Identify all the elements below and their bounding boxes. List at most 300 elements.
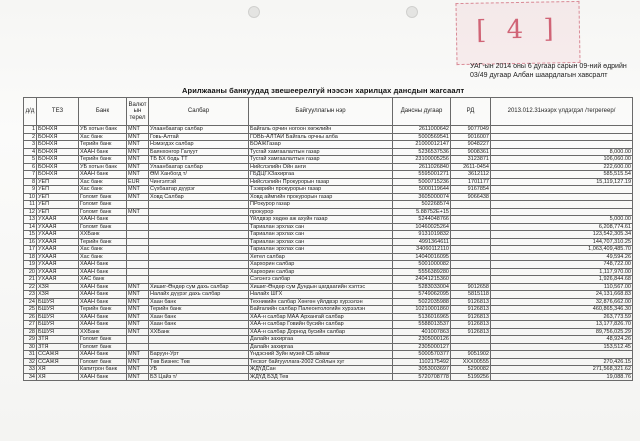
row-amount bbox=[491, 208, 633, 216]
row-rd bbox=[451, 246, 491, 254]
row-organization: ГБДЦГХЗахиргаа bbox=[249, 171, 393, 179]
row-rd: 9008361 bbox=[451, 148, 491, 156]
row-organization: Байгаль орчин ногоон хөгжлийн bbox=[249, 126, 393, 134]
row-branch bbox=[149, 231, 249, 239]
row-currency bbox=[127, 343, 149, 351]
row-amount bbox=[491, 141, 633, 149]
header-organization: Байгууллагын нэр bbox=[249, 98, 393, 126]
row-branch: Сүхбаатар дүүрэг bbox=[149, 186, 249, 194]
row-organization: Үйлдвэр хөдөө аж ахуйн газар bbox=[249, 216, 393, 224]
row-currency bbox=[127, 216, 149, 224]
row-tez: УЕП bbox=[37, 193, 79, 201]
row-tez: УХААЯ bbox=[37, 231, 79, 239]
row-tez: БШУЯ bbox=[37, 298, 79, 306]
row-account: 3605000074 bbox=[393, 193, 451, 201]
row-branch bbox=[149, 201, 249, 209]
row-organization: Хархорин салбар bbox=[249, 261, 393, 269]
row-bank: УБ хотын банк bbox=[79, 126, 127, 134]
row-tez: УХААЯ bbox=[37, 261, 79, 269]
row-number: 17 bbox=[24, 246, 37, 254]
row-rd: 5815118 bbox=[451, 291, 491, 299]
row-bank: Капитрон банк bbox=[79, 366, 127, 374]
row-number: 19 bbox=[24, 261, 37, 269]
row-organization: Тусгай хамгаалалтын газар bbox=[249, 148, 393, 156]
row-number: 26 bbox=[24, 313, 37, 321]
table-row bbox=[24, 246, 633, 254]
row-organization: Далайн захиргаа bbox=[249, 336, 393, 344]
row-currency: MNT bbox=[127, 283, 149, 291]
row-organization: Техникийн салбар Хөнгөн үйлдвэр хурээлэн bbox=[249, 298, 393, 306]
row-organization: Тариалан эрхлах сан bbox=[249, 223, 393, 231]
row-organization: Тариалан эрхлах сан bbox=[249, 231, 393, 239]
row-organization: Далайн захиргаа bbox=[249, 343, 393, 351]
table-header-row bbox=[24, 98, 633, 126]
row-organization: ХАА-н салбар Говийн бусийн салбар bbox=[249, 321, 393, 329]
row-amount: 106,060.00 bbox=[491, 156, 633, 164]
row-bank: Терийн банк bbox=[79, 306, 127, 314]
row-currency: MNT bbox=[127, 126, 149, 134]
row-bank: Голомт банк bbox=[79, 223, 127, 231]
row-currency: EUR bbox=[127, 178, 149, 186]
header-rd: РД bbox=[451, 98, 491, 126]
row-currency: MNT bbox=[127, 313, 149, 321]
row-amount: 585,515.54 bbox=[491, 171, 633, 179]
header-no: д/д bbox=[24, 98, 37, 126]
table-row bbox=[24, 253, 633, 261]
row-number: 4 bbox=[24, 148, 37, 156]
row-number: 30 bbox=[24, 343, 37, 351]
header-amount: 2013.012.31нээрх үлдэгдэл /тегрегеер/ bbox=[491, 98, 633, 126]
row-organization: Нийслэлийн Прокурорын газар bbox=[249, 178, 393, 186]
row-organization: ГОВЬ-АЛТАЙ Байгаль орчны алба bbox=[249, 133, 393, 141]
row-rd: 9077049 bbox=[451, 126, 491, 134]
row-currency: MNT bbox=[127, 208, 149, 216]
table-row bbox=[24, 351, 633, 359]
row-account: 5556389280 bbox=[393, 268, 451, 276]
red-stamp bbox=[455, 1, 580, 65]
row-organization: Тээврийн прокурорын газар bbox=[249, 186, 393, 194]
table-row bbox=[24, 328, 633, 336]
row-account: 5000119644 bbox=[393, 186, 451, 194]
table-row bbox=[24, 186, 633, 194]
row-number: 2 bbox=[24, 133, 37, 141]
row-tez: УХААЯ bbox=[37, 216, 79, 224]
row-amount: 1,117,970.00 bbox=[491, 268, 633, 276]
row-organization: БОАЖГазар bbox=[249, 141, 393, 149]
row-tez: БОНХЯ bbox=[37, 163, 79, 171]
row-rd bbox=[451, 223, 491, 231]
row-currency: MNT bbox=[127, 141, 149, 149]
row-number: 11 bbox=[24, 201, 37, 209]
row-branch bbox=[149, 336, 249, 344]
row-bank: ХААН банк bbox=[79, 268, 127, 276]
row-organization: ХАА-н салбар Дорнод бусийн салбар bbox=[249, 328, 393, 336]
row-rd: 9126813 bbox=[451, 321, 491, 329]
header-account: Дансны дугаар bbox=[393, 98, 451, 126]
row-amount: 49,594.26 bbox=[491, 253, 633, 261]
row-branch bbox=[149, 253, 249, 261]
row-amount bbox=[491, 186, 633, 194]
table-row bbox=[24, 366, 633, 374]
row-tez: БОНХЯ bbox=[37, 126, 79, 134]
row-number: 21 bbox=[24, 276, 37, 284]
table-row bbox=[24, 148, 633, 156]
row-currency: MNT bbox=[127, 328, 149, 336]
row-currency bbox=[127, 268, 149, 276]
header-bank: Банк bbox=[79, 98, 127, 126]
row-tez: БШУЯ bbox=[37, 328, 79, 336]
row-tez: УХААЯ bbox=[37, 223, 79, 231]
row-amount bbox=[491, 351, 633, 359]
row-rd: 9126813 bbox=[451, 328, 491, 336]
table-row bbox=[24, 358, 633, 366]
row-currency: MNT bbox=[127, 366, 149, 374]
row-currency bbox=[127, 276, 149, 284]
row-account: 4991364611 bbox=[393, 238, 451, 246]
row-amount: 153,512.45 bbox=[491, 343, 633, 351]
row-currency: MNT bbox=[127, 306, 149, 314]
row-bank: Голомт банк bbox=[79, 201, 127, 209]
row-rd: 5199256 bbox=[451, 373, 491, 381]
row-account: 5000570377 bbox=[393, 351, 451, 359]
row-branch: ХХБанк bbox=[149, 328, 249, 336]
row-rd: 9126813 bbox=[451, 306, 491, 314]
row-tez: ЗТЯ bbox=[37, 343, 79, 351]
row-tez: УХААЯ bbox=[37, 246, 79, 254]
table-row bbox=[24, 201, 633, 209]
table-row bbox=[24, 343, 633, 351]
row-account: 3053003697 bbox=[393, 366, 451, 374]
table-row bbox=[24, 373, 633, 381]
row-number: 34 bbox=[24, 373, 37, 381]
row-amount bbox=[491, 193, 633, 201]
row-bank: ХХБанк bbox=[79, 328, 127, 336]
row-organization: прокурор bbox=[249, 208, 393, 216]
row-branch: Хаан банк bbox=[149, 321, 249, 329]
row-rd bbox=[451, 276, 491, 284]
row-currency bbox=[127, 246, 149, 254]
row-bank: Хас банк bbox=[79, 186, 127, 194]
row-branch: Хаан банк bbox=[149, 313, 249, 321]
row-account: 5749062095 bbox=[393, 291, 451, 299]
row-bank: ХААН банк bbox=[79, 291, 127, 299]
row-tez: БОНХЯ bbox=[37, 156, 79, 164]
row-rd bbox=[451, 261, 491, 269]
row-currency bbox=[127, 231, 149, 239]
row-organization: ПРокурор газар bbox=[249, 201, 393, 209]
row-number: 23 bbox=[24, 291, 37, 299]
row-number: 15 bbox=[24, 231, 37, 239]
table-row bbox=[24, 216, 633, 224]
row-branch bbox=[149, 216, 249, 224]
row-currency: MNT bbox=[127, 291, 149, 299]
row-rd: 9167854 bbox=[451, 186, 491, 194]
row-currency: MNT bbox=[127, 148, 149, 156]
row-currency bbox=[127, 201, 149, 209]
row-rd: 9126813 bbox=[451, 298, 491, 306]
row-account: 5244048766 bbox=[393, 216, 451, 224]
row-currency: MNT bbox=[127, 358, 149, 366]
row-branch bbox=[149, 261, 249, 269]
row-bank: Голомт банк bbox=[79, 193, 127, 201]
row-amount: 144,707,310.25 bbox=[491, 238, 633, 246]
row-amount: 1,926,844.68 bbox=[491, 276, 633, 284]
row-account: 1102175492 bbox=[393, 358, 451, 366]
row-bank: Голомт банк bbox=[79, 208, 127, 216]
table-row bbox=[24, 261, 633, 269]
row-amount: 123,542,305.34 bbox=[491, 231, 633, 239]
row-bank: Голомт банк bbox=[79, 358, 127, 366]
row-bank: Хас банк bbox=[79, 178, 127, 186]
row-currency: MNT bbox=[127, 298, 149, 306]
row-amount bbox=[491, 201, 633, 209]
row-tez: ССАЖЯ bbox=[37, 351, 79, 359]
row-currency: MNT bbox=[127, 156, 149, 164]
row-rd: XXX00555 bbox=[451, 358, 491, 366]
row-account: 21000012147 bbox=[393, 141, 451, 149]
row-branch: Хаан банк bbox=[149, 298, 249, 306]
table-row bbox=[24, 276, 633, 284]
row-account: 5595001271 bbox=[393, 171, 451, 179]
row-organization: Сэлэнгэ салбар bbox=[249, 276, 393, 284]
row-organization: Ховд аймгийн прокурорын газар bbox=[249, 193, 393, 201]
header-tez: ТЕЗ bbox=[37, 98, 79, 126]
row-branch: Нэмэгдэх салбар bbox=[149, 141, 249, 149]
row-organization: Хетел салбар bbox=[249, 253, 393, 261]
row-rd: 9066438 bbox=[451, 193, 491, 201]
row-branch: ТБ БХ бодь ТТ bbox=[149, 156, 249, 164]
row-number: 33 bbox=[24, 366, 37, 374]
row-bank: ХААН банк bbox=[79, 373, 127, 381]
row-number: 22 bbox=[24, 283, 37, 291]
row-amount: 6,208,774.61 bbox=[491, 223, 633, 231]
row-amount: 460,865,346.30 bbox=[491, 306, 633, 314]
row-currency bbox=[127, 238, 149, 246]
table-row bbox=[24, 268, 633, 276]
table-row bbox=[24, 171, 633, 179]
table-row bbox=[24, 336, 633, 344]
table-row bbox=[24, 306, 633, 314]
row-currency bbox=[127, 336, 149, 344]
row-rd: 9048227 bbox=[451, 141, 491, 149]
row-number: 12 bbox=[24, 208, 37, 216]
table-row bbox=[24, 208, 633, 216]
table-row bbox=[24, 238, 633, 246]
row-bank: ХААН банк bbox=[79, 216, 127, 224]
row-rd bbox=[451, 208, 491, 216]
row-bank: ХААН банк bbox=[79, 321, 127, 329]
table-row bbox=[24, 223, 633, 231]
row-tez: ХЗЯ bbox=[37, 283, 79, 291]
row-account: 5022035988 bbox=[393, 298, 451, 306]
row-tez: БОНХЯ bbox=[37, 141, 79, 149]
table-row bbox=[24, 291, 633, 299]
row-tez: УЕП bbox=[37, 186, 79, 194]
row-rd bbox=[451, 231, 491, 239]
row-rd: 2611-0454 bbox=[451, 163, 491, 171]
row-amount bbox=[491, 126, 633, 134]
row-bank: УБ хотын банк bbox=[79, 163, 127, 171]
row-rd: 3123871 bbox=[451, 156, 491, 164]
row-tez: БШУЯ bbox=[37, 306, 79, 314]
table-row bbox=[24, 193, 633, 201]
row-bank: ХАС банк bbox=[79, 276, 127, 284]
row-number: 9 bbox=[24, 186, 37, 194]
row-account: 502268574 bbox=[393, 201, 451, 209]
row-branch bbox=[149, 208, 249, 216]
row-branch: Төв Бизнес Төв bbox=[149, 358, 249, 366]
row-rd bbox=[451, 201, 491, 209]
row-tez: УХААЯ bbox=[37, 238, 79, 246]
row-amount: 1,063,409,485.70 bbox=[491, 246, 633, 254]
row-branch: Баянхонгор Галуут bbox=[149, 148, 249, 156]
row-account: 10210001860 bbox=[393, 306, 451, 314]
row-rd: 3612112 bbox=[451, 171, 491, 179]
row-bank: Хас банк bbox=[79, 133, 127, 141]
row-account: 14040016095 bbox=[393, 253, 451, 261]
row-account: 5.88752E+15 bbox=[393, 208, 451, 216]
row-number: 16 bbox=[24, 238, 37, 246]
row-branch: Налайх дүүрэг дахь салбар bbox=[149, 291, 249, 299]
row-amount: 271,568,321.62 bbox=[491, 366, 633, 374]
row-account: 5000569541 bbox=[393, 133, 451, 141]
row-amount: 110,567.00 bbox=[491, 283, 633, 291]
row-number: 3 bbox=[24, 141, 37, 149]
row-branch: БЗ Цайз т/ bbox=[149, 373, 249, 381]
row-rd bbox=[451, 268, 491, 276]
row-currency: MNT bbox=[127, 193, 149, 201]
row-currency: MNT bbox=[127, 163, 149, 171]
row-organization: Тариалан эрхлах сан bbox=[249, 238, 393, 246]
row-account: 5283033004 bbox=[393, 283, 451, 291]
row-tez: УХААЯ bbox=[37, 276, 79, 284]
row-tez: ХЗЯ bbox=[37, 291, 79, 299]
row-tez: УЕП bbox=[37, 201, 79, 209]
table-row bbox=[24, 178, 633, 186]
row-amount: 15,119,127.19 bbox=[491, 178, 633, 186]
row-bank: ХААН банк bbox=[79, 313, 127, 321]
row-branch bbox=[149, 268, 249, 276]
row-rd: 9016007 bbox=[451, 133, 491, 141]
row-branch: УБ bbox=[149, 366, 249, 374]
row-rd: 9051902 bbox=[451, 351, 491, 359]
row-account: 2611000642 bbox=[393, 126, 451, 134]
row-currency bbox=[127, 261, 149, 269]
row-branch: Ховд Салбар bbox=[149, 193, 249, 201]
row-branch: Баруун-Урт bbox=[149, 351, 249, 359]
row-account: 9131019832 bbox=[393, 231, 451, 239]
table-row bbox=[24, 298, 633, 306]
table-row bbox=[24, 163, 633, 171]
row-account: 5588013537 bbox=[393, 321, 451, 329]
row-bank: ХААН банк bbox=[79, 298, 127, 306]
row-bank: Хас банк bbox=[79, 246, 127, 254]
row-bank: ХААН банк bbox=[79, 351, 127, 359]
row-organization: Хишиг-Өндөр сум Дундын цагдаагийн хэлтэс bbox=[249, 283, 393, 291]
row-account: 10460025264 bbox=[393, 223, 451, 231]
row-branch: Улаанбаатар салбар bbox=[149, 126, 249, 134]
row-amount: 19,088.76 bbox=[491, 373, 633, 381]
table-row bbox=[24, 283, 633, 291]
row-amount: 5,000.00 bbox=[491, 216, 633, 224]
row-organization: Тесвэт байгууллага-2002 Сойлын хуг bbox=[249, 358, 393, 366]
table-row bbox=[24, 156, 633, 164]
punch-hole-left bbox=[248, 6, 260, 18]
row-account: 401007863 bbox=[393, 328, 451, 336]
row-account: 5236537536 bbox=[393, 148, 451, 156]
row-number: 28 bbox=[24, 328, 37, 336]
row-number: 1 bbox=[24, 126, 37, 134]
row-branch: Улаанбаатар салбар bbox=[149, 163, 249, 171]
row-account: 2305000126 bbox=[393, 336, 451, 344]
row-rd bbox=[451, 238, 491, 246]
row-rd bbox=[451, 216, 491, 224]
row-number: 24 bbox=[24, 298, 37, 306]
row-branch: Чингэлтэй bbox=[149, 178, 249, 186]
table-row bbox=[24, 141, 633, 149]
row-tez: УХААЯ bbox=[37, 253, 79, 261]
row-account: 5720708778 bbox=[393, 373, 451, 381]
row-number: 5 bbox=[24, 156, 37, 164]
table-row bbox=[24, 321, 633, 329]
row-bank: ХААН банк bbox=[79, 261, 127, 269]
row-currency: MNT bbox=[127, 351, 149, 359]
table-row bbox=[24, 231, 633, 239]
row-organization: ЖДҮДСан bbox=[249, 366, 393, 374]
row-branch bbox=[149, 223, 249, 231]
row-rd: 9126813 bbox=[451, 313, 491, 321]
row-branch bbox=[149, 238, 249, 246]
top-right-note: УАГ-ын 2014 оны 6 дугаар сарын 09-ний өдрийн 03/49 дугаар Албан шаардлагын хавсралт bbox=[470, 63, 627, 79]
row-currency: MNT bbox=[127, 133, 149, 141]
row-bank: ХААН банк bbox=[79, 148, 127, 156]
table-row bbox=[24, 133, 633, 141]
row-number: 13 bbox=[24, 216, 37, 224]
row-number: 27 bbox=[24, 321, 37, 329]
row-bank: Терийн банк bbox=[79, 156, 127, 164]
row-amount: 263,773.59 bbox=[491, 313, 633, 321]
row-tez: УЕП bbox=[37, 208, 79, 216]
row-organization: ХАА-н салбар МАА Архангай салбар bbox=[249, 313, 393, 321]
row-currency: MNT bbox=[127, 373, 149, 381]
header-branch: Салбар bbox=[149, 98, 249, 126]
row-number: 14 bbox=[24, 223, 37, 231]
row-account: 5001000082 bbox=[393, 261, 451, 269]
row-account: 5000715236 bbox=[393, 178, 451, 186]
row-number: 8 bbox=[24, 178, 37, 186]
row-branch: Терийн банк bbox=[149, 306, 249, 314]
row-amount: 748,722.00 bbox=[491, 261, 633, 269]
row-tez: БОНХЯ bbox=[37, 133, 79, 141]
row-tez: ЗТЯ bbox=[37, 336, 79, 344]
row-amount: 8,000.00 bbox=[491, 148, 633, 156]
row-bank: Голомт банк bbox=[79, 336, 127, 344]
row-currency: MNT bbox=[127, 171, 149, 179]
row-amount: 13,177,826.70 bbox=[491, 321, 633, 329]
row-number: 32 bbox=[24, 358, 37, 366]
row-organization: ЖДҮД БЗД Тев bbox=[249, 373, 393, 381]
row-amount: 270,426.15 bbox=[491, 358, 633, 366]
row-number: 10 bbox=[24, 193, 37, 201]
row-branch: Говь-Алтай bbox=[149, 133, 249, 141]
row-currency: MNT bbox=[127, 186, 149, 194]
row-tez: БШУЯ bbox=[37, 321, 79, 329]
row-bank: ХААН банк bbox=[79, 283, 127, 291]
row-organization: Байгалийн салбар Палеонтологийн хурээлэн bbox=[249, 306, 393, 314]
row-account: 23100005256 bbox=[393, 156, 451, 164]
row-amount bbox=[491, 133, 633, 141]
row-tez: ХЯ bbox=[37, 373, 79, 381]
